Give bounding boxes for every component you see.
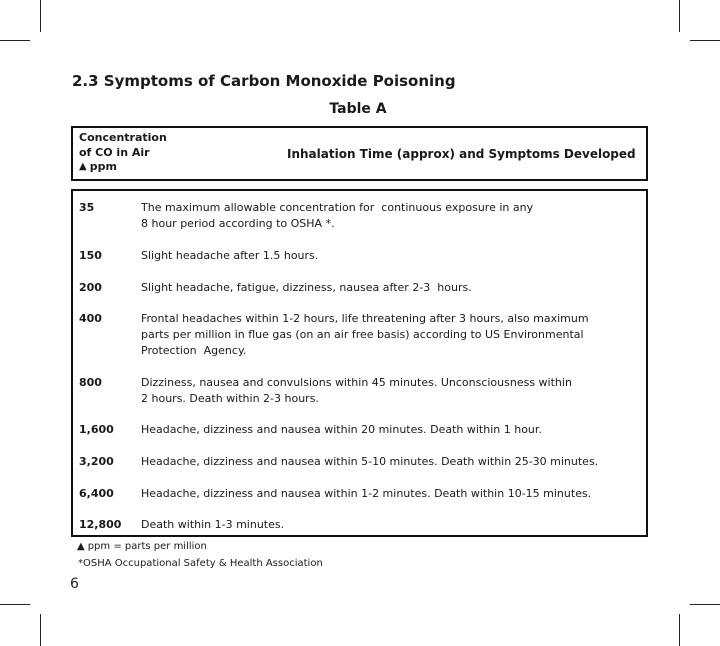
crop-mark [690,40,720,41]
triangle-marker-icon: ▲ [79,161,87,173]
ppm-value: 35 [79,201,95,214]
table-body [71,189,648,537]
ppm-value: 12,800 [79,518,122,531]
ppm-value: 6,400 [79,487,114,500]
unit-label [79,160,167,175]
page-number: 6 [70,576,79,592]
table-label-text: Table A [329,101,387,117]
ppm-value: 400 [79,312,102,325]
crop-mark [690,604,720,605]
ppm-value: 1,600 [79,423,114,436]
concentration-header [79,131,167,175]
ppm-footnote-text: ppm = parts per million [87,541,207,552]
crop-mark [679,614,680,646]
unit-text: ppm [89,160,117,173]
symptom-text: Dizziness, nausea and convulsions within 45 minutes. Unconsciousness within 2 hours. Death within 2-3 hours. [141,376,572,405]
triangle-marker-icon: ▲ [77,540,85,552]
ppm-value: 3,200 [79,455,114,468]
concentration-label-line1: Concentration [79,131,167,144]
ppm-footnote [77,541,207,552]
symptom-text: Headache, dizziness and nausea within 1-2 minutes. Death within 10-15 minutes. [141,487,592,500]
table-label [0,101,720,117]
ppm-value: 800 [79,376,102,389]
symptom-text: Slight headache after 1.5 hours. [141,249,319,262]
symptom-text: The maximum allowable concentration for continuous exposure in any 8 hour period according to OSHA *. [141,201,534,230]
symptom-text: Slight headache, fatigue, dizziness, nausea after 2-3 hours. [141,281,472,294]
ppm-value: 150 [79,249,102,262]
symptom-text: Headache, dizziness and nausea within 20 minutes. Death within 1 hour. [141,423,542,436]
symptom-text: Headache, dizziness and nausea within 5-10 minutes. Death within 25-30 minutes. [141,455,599,468]
crop-mark [0,604,30,605]
ppm-value: 200 [79,281,102,294]
table-header [71,126,648,181]
crop-mark [40,0,41,32]
crop-mark [0,40,30,41]
symptom-text: Death within 1-3 minutes. [141,518,285,531]
symptom-text: Frontal headaches within 1-2 hours, life threatening after 3 hours, also maximum parts per million in flue gas (on an air free basis) according to US Environmental Protection Agency. [141,312,589,357]
section-title: 2.3 Symptoms of Carbon Monoxide Poisoning [72,72,456,90]
symptoms-header: Inhalation Time (approx) and Symptoms Developed [287,147,636,161]
crop-mark [679,0,680,32]
crop-mark [40,614,41,646]
concentration-label-line2: of CO in Air [79,145,150,159]
osha-footnote: *OSHA Occupational Safety & Health Association [78,558,323,569]
